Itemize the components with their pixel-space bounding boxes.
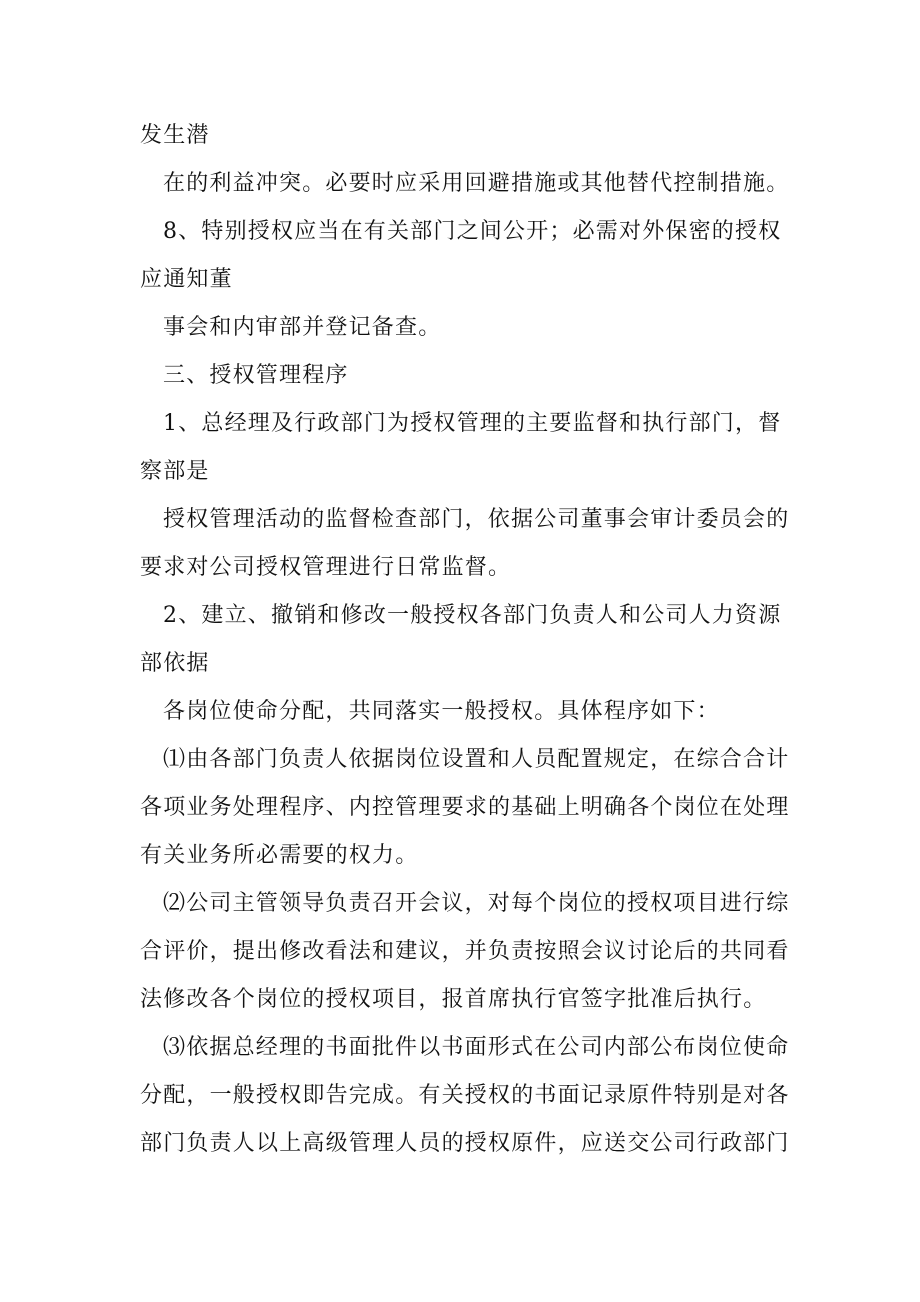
text-line: ⑴由各部门负责人依据岗位设置和人员配置规定，在综合合计	[163, 747, 790, 772]
text-line: 各岗位使命分配，共同落实一般授权。具体程序如下：	[163, 699, 720, 724]
text-line: ⑶依据总经理的书面批件以书面形式在公司内部公布岗位使命	[163, 1035, 790, 1060]
text-line: 法修改各个岗位的授权项目，报首席执行官签字批准后执行。	[140, 987, 767, 1012]
section-heading: 三、授权管理程序	[163, 363, 349, 388]
text-line: 事会和内审部并登记备查。	[163, 315, 442, 340]
text-line: 应通知董	[140, 267, 233, 292]
text-line: 部依据	[140, 651, 210, 676]
text-line: 8、特别授权应当在有关部门之间公开；必需对外保密的授权	[163, 219, 782, 244]
text-line: 各项业务处理程序、内控管理要求的基础上明确各个岗位在处理	[140, 795, 790, 820]
text-line: 有关业务所必需要的权力。	[140, 843, 419, 868]
text-line: 分配，一般授权即告完成。有关授权的书面记录原件特别是对各	[140, 1083, 790, 1108]
text-line: 2、建立、撤销和修改一般授权各部门负责人和公司人力资源	[163, 603, 782, 628]
text-line: 1、总经理及行政部门为授权管理的主要监督和执行部门，督	[163, 411, 782, 436]
text-line: 发生潜	[140, 123, 210, 148]
text-line: 要求对公司授权管理进行日常监督。	[140, 555, 512, 580]
text-line: 部门负责人以上高级管理人员的授权原件，应送交公司行政部门	[140, 1131, 790, 1156]
text-line: 合评价，提出修改看法和建议，并负责按照会议讨论后的共同看	[140, 939, 790, 964]
text-line: 授权管理活动的监督检查部门，依据公司董事会审计委员会的	[163, 507, 790, 532]
text-line: 察部是	[140, 459, 210, 484]
text-line: ⑵公司主管领导负责召开会议，对每个岗位的授权项目进行综	[163, 891, 790, 916]
text-line: 在的利益冲突。必要时应采用回避措施或其他替代控制措施。	[163, 171, 790, 196]
